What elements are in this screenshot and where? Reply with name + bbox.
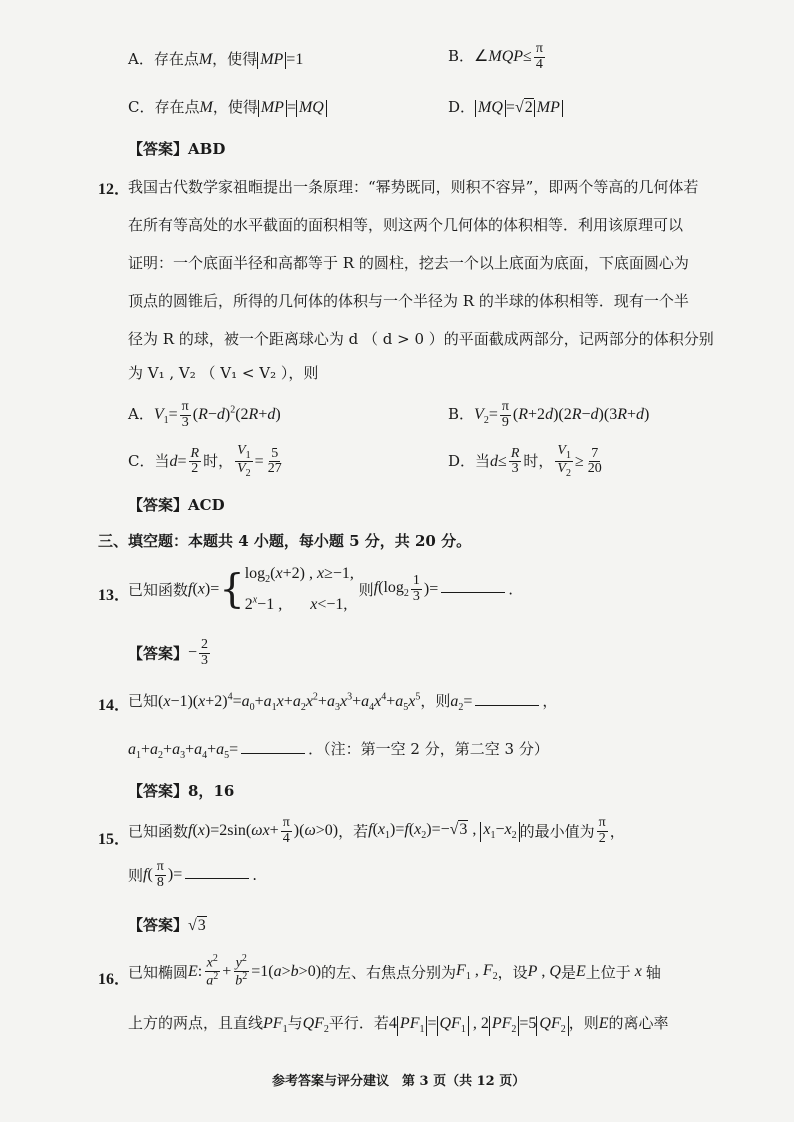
q15-answer: 【答案】√3 xyxy=(128,916,206,934)
q15-blank[interactable] xyxy=(185,866,249,879)
q15-statement-2: 则f( $\frac{\pi}{8}$ )= . xyxy=(128,859,258,890)
q15-statement: 已知函数f(x)=2sin(ωx+ $\frac{\pi}{4}$ )(ω>0)，若$f(x_1)=f(x_2)=-√3$ , $x_1-x_2$ 的最小值为 $\frac{\pi}{2}$ ， xyxy=(128,815,625,846)
q13-blank[interactable] xyxy=(441,580,505,593)
q11-option-b: B．∠MQP≤ $\frac{\pi}{4}$ xyxy=(448,41,543,72)
q12-line6: 为 V₁ , V₂ （ V₁ < V₂ ），则 xyxy=(128,364,319,382)
q11-option-a: A．存在点M，使得 MP =1 xyxy=(128,50,304,68)
q13-statement: 已知函数$f(x)=\{\log_2(x+2)$ , x≥−1, $2^x-1$ , x<−1, 则$f(\log_2$ $\frac{1}{3}$ )= . xyxy=(128,565,514,613)
q14-number: 14． xyxy=(98,697,131,714)
q12-line1: 我国古代数学家祖暅提出一条原理：“幂势既同，则积不容异”，即两个等高的几何体若 xyxy=(128,178,699,196)
section-3-heading: 三、填空题：本题共 4 小题，每小题 5 分，共 20 分。 xyxy=(98,532,472,550)
q13-answer: 【答案】− $\frac{2}{3}$ xyxy=(128,637,209,668)
q14-blank-2[interactable] xyxy=(241,741,305,754)
q11-answer: 【答案】ABD xyxy=(128,140,226,158)
q16-statement: 已知椭圆E: $\frac{x^2}{a^2}$ + $\frac{y^2}{b^2}$ =1(a>b>0)的左、右焦点分别为$F_1$ , $F_2$，设P , Q是E上位于 x 轴 xyxy=(128,953,661,989)
q16-statement-2: 上方的两点，且直线$PF_1$与$QF_2$平行．若4 $PF_1 = QF_1$ , 2 $PF_2 =5$ $QF_2$ ，则E的离心率 xyxy=(128,1014,669,1036)
q15-number: 15． xyxy=(98,831,131,848)
q12-option-c: C．当d= $\frac{R}{2}$ 时， $\frac{V_1}{V_2}$ = $\frac{5}{27}$ xyxy=(128,443,282,480)
q12-option-b: B．$V_2=$ $\frac{\pi}{9}$ (R+2d)(2R−d)(3R+d) xyxy=(448,399,650,430)
q12-answer: 【答案】ACD xyxy=(128,496,225,514)
page-footer: 参考答案与评分建议 第 3 页（共 12 页） xyxy=(272,1074,526,1089)
q14-statement: 已知$(x-1)(x+2)^4=a_0+a_1x+a_2x^2+a_3x^3+a_4x^4+a_5x^5$，则$a_2=$ ， xyxy=(128,691,558,714)
q14-answer: 【答案】8，16 xyxy=(128,782,235,800)
q14-blank-1[interactable] xyxy=(475,693,539,706)
q12-option-d: D．当d≤ $\frac{R}{3}$ 时， $\frac{V_1}{V_2}$ ≥ $\frac{7}{20}$ xyxy=(448,443,602,480)
q12-line4: 顶点的圆锥后，所得的几何体的体积与一个半径为 R 的半球的体积相等．现有一个半 xyxy=(128,292,689,310)
q11-option-c: C．存在点M，使得 MP = MQ xyxy=(128,96,327,117)
q16-number: 16． xyxy=(98,971,131,988)
q11-option-d: D． MQ =√2 MP xyxy=(448,96,563,117)
q12-option-a: A．$V_1=$ $\frac{\pi}{3}$ $(R-d)^2(2R+d)$ xyxy=(128,399,281,430)
q12-line5: 径为 R 的球，被一个距离球心为 d （ d > 0 ）的平面截成两部分，记两部分的体积分别 xyxy=(128,330,714,348)
q14-statement-2: $a_1+a_2+a_3+a_4+a_5=$ ．（注：第一空 2 分，第二空 3 分） xyxy=(128,740,549,762)
q12-number: 12． xyxy=(98,181,131,198)
q12-line2: 在所有等高处的水平截面的面积相等，则这两个几何体的体积相等．利用该原理可以 xyxy=(128,216,684,234)
q12-line3: 证明：一个底面半径和高都等于 R 的圆柱，挖去一个以上底面为底面，下底面圆心为 xyxy=(128,254,689,272)
q13-number: 13． xyxy=(98,587,131,604)
